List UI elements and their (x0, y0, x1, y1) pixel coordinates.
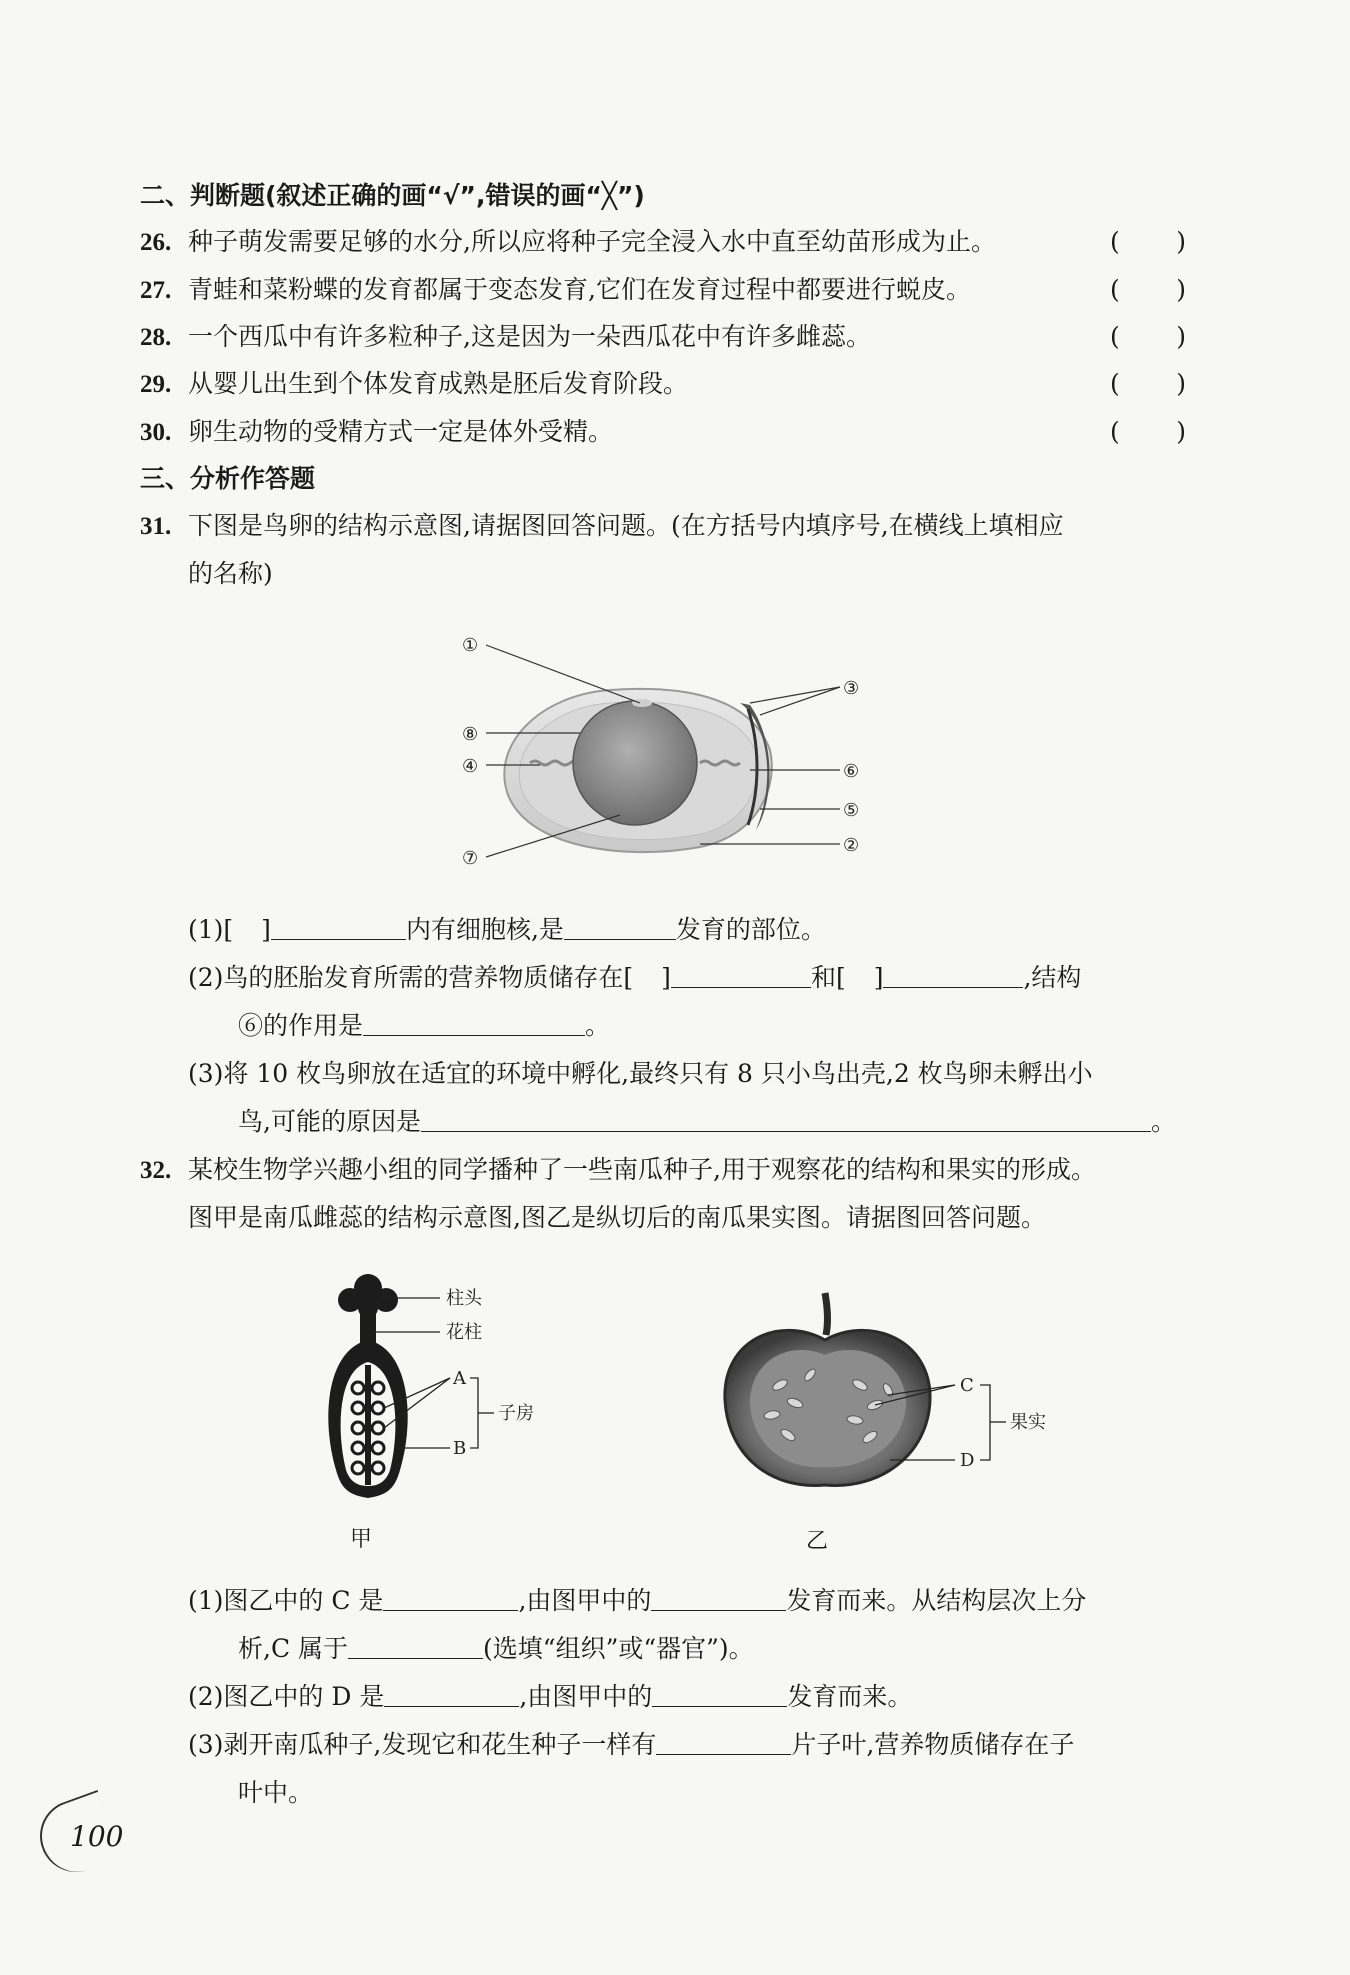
paren-open: ( (1110, 275, 1120, 304)
question-26 (140, 224, 996, 261)
question-text: 从婴儿出生到个体发育成熟是胚后发育阶段。 (188, 369, 689, 398)
paren-close: ) (1176, 417, 1186, 446)
paren-open: ( (1110, 322, 1120, 351)
bird-egg-diagram (460, 625, 880, 875)
q32-sub2 (188, 1679, 912, 1715)
q31-sub2-cont (238, 1008, 610, 1044)
pistil-diagram (310, 1270, 610, 1510)
question-28 (140, 319, 871, 356)
label-B: B (453, 1438, 467, 1459)
pumpkin-fruit-diagram (710, 1285, 1080, 1500)
egg-label-6: ⑥ (843, 761, 860, 782)
question-number: 30. (140, 419, 172, 446)
question-29 (140, 366, 688, 403)
q31-sub1 (188, 912, 826, 948)
question-number: 32. (140, 1157, 172, 1184)
paren-close: ) (1176, 369, 1186, 398)
question-32-stem-line2: 图甲是南瓜雌蕊的结构示意图,图乙是纵切后的南瓜果实图。请据图回答问题。 (188, 1203, 1046, 1232)
paren-close: ) (1176, 275, 1186, 304)
question-30 (140, 414, 613, 451)
paren-close: ) (1176, 322, 1186, 351)
sub2-tail: ,结构 (1023, 963, 1082, 992)
period: 。 (585, 1011, 611, 1040)
sub1-tail: 发育而来。从结构层次上分 (786, 1586, 1087, 1615)
sub1-text: 内有细胞核,是 (405, 915, 564, 944)
bracket-blank[interactable] (846, 962, 874, 988)
egg-label-3: ③ (843, 678, 860, 699)
section2-title: 二、判断题(叙述正确的画“√”,错误的画“╳”) (140, 181, 645, 210)
answer-blank[interactable] (421, 1105, 1151, 1132)
answer-parens-28[interactable] (1110, 319, 1186, 355)
bracket-close: ] (661, 963, 671, 992)
q32-sub3 (188, 1727, 1074, 1763)
question-text: 卵生动物的受精方式一定是体外受精。 (188, 417, 614, 446)
bracket-blank[interactable] (233, 914, 261, 940)
sub2-tail: 发育而来。 (787, 1682, 913, 1711)
answer-blank[interactable] (383, 1584, 518, 1611)
answer-blank[interactable] (348, 1632, 483, 1659)
q31-sub3-cont (238, 1104, 1176, 1140)
sub3-prefix: (3)剥开南瓜种子,发现它和花生种子一样有 (188, 1730, 657, 1759)
stigma-label: 柱头 (446, 1288, 482, 1309)
answer-parens-27[interactable] (1110, 272, 1186, 308)
paren-open: ( (1110, 227, 1120, 256)
egg-label-5: ⑤ (843, 800, 860, 821)
figure-b-caption: 乙 (806, 1529, 829, 1554)
answer-parens-29[interactable] (1110, 366, 1186, 402)
paren-open: ( (1110, 369, 1120, 398)
style-label: 花柱 (446, 1322, 482, 1343)
answer-blank[interactable] (671, 961, 811, 988)
answer-blank[interactable] (656, 1728, 791, 1755)
answer-blank[interactable] (271, 913, 406, 940)
period: 。 (1150, 1107, 1176, 1136)
answer-parens-30[interactable] (1110, 414, 1186, 450)
egg-label-2: ② (843, 835, 860, 856)
egg-label-1: ① (462, 635, 479, 656)
section3-title: 三、分析作答题 (140, 464, 316, 493)
q31-sub3: (3)将 10 枚鸟卵放在适宜的环境中孵化,最终只有 8 只小鸟出壳,2 枚鸟卵未孵出小 (188, 1059, 1093, 1088)
label-A: A (453, 1368, 466, 1389)
label-D: D (960, 1450, 975, 1471)
sub3-tail: 片子叶,营养物质储存在子 (791, 1730, 1075, 1759)
sub1-mid: ,由图甲中的 (518, 1586, 652, 1615)
question-31-stem-line1 (140, 508, 1064, 545)
answer-blank[interactable] (652, 1680, 787, 1707)
q31-sub2 (188, 960, 1081, 996)
ovary-label: 子房 (498, 1403, 534, 1424)
question-27 (140, 272, 971, 309)
sub2-mid: ,由图甲中的 (519, 1682, 653, 1711)
question-32-stem-line1 (140, 1152, 1096, 1189)
sub2-structure6: ⑥的作用是 (238, 1011, 364, 1040)
sub2-prefix: (2)鸟的胚胎发育所需的营养物质储存在[ (188, 963, 634, 992)
paren-close: ) (1176, 227, 1186, 256)
sub2-prefix: (2)图乙中的 D 是 (188, 1682, 385, 1711)
egg-label-4: ④ (462, 756, 479, 777)
fruit-label: 果实 (1010, 1412, 1046, 1433)
answer-blank[interactable] (651, 1584, 786, 1611)
q32-sub3-cont: 叶中。 (238, 1778, 314, 1807)
answer-blank[interactable] (883, 961, 1023, 988)
germinal-disc (632, 699, 652, 707)
label-C: C (960, 1375, 974, 1396)
answer-parens-26[interactable] (1110, 224, 1186, 260)
page-number: 100 (70, 1820, 124, 1853)
sub1-text-end: 发育的部位。 (675, 915, 826, 944)
question-text: 青蛙和菜粉蝶的发育都属于变态发育,它们在发育过程中都要进行蜕皮。 (188, 275, 971, 304)
sub3-text: 鸟,可能的原因是 (238, 1107, 421, 1136)
question-31-stem-line2: 的名称) (188, 559, 273, 588)
question-text: 某校生物学兴趣小组的同学播种了一些南瓜种子,用于观察花的结构和果实的形成。 (188, 1155, 1096, 1184)
yolk (573, 701, 697, 825)
egg-label-8: ⑧ (462, 724, 479, 745)
answer-blank[interactable] (384, 1680, 519, 1707)
bracket-close: ] (261, 915, 271, 944)
sub1-prefix: (1)[ (188, 915, 234, 944)
egg-label-7: ⑦ (462, 848, 479, 869)
answer-blank[interactable] (564, 913, 676, 940)
question-text: 一个西瓜中有许多粒种子,这是因为一朵西瓜花中有许多雌蕊。 (188, 322, 871, 351)
question-number: 29. (140, 371, 172, 398)
sub1-choice: (选填“组织”或“器官”)。 (483, 1634, 754, 1663)
question-number: 31. (140, 513, 172, 540)
question-number: 26. (140, 229, 172, 256)
bracket-blank[interactable] (633, 962, 661, 988)
bracket-close: ] (873, 963, 884, 992)
sub1-cont-text: 析,C 属于 (238, 1634, 349, 1663)
question-text: 种子萌发需要足够的水分,所以应将种子完全浸入水中直至幼苗形成为止。 (188, 227, 996, 256)
question-number: 28. (140, 324, 172, 351)
paren-open: ( (1110, 417, 1120, 446)
sub2-and: 和[ (810, 963, 846, 992)
sub1-prefix: (1)图乙中的 C 是 (188, 1586, 384, 1615)
question-text: 下图是鸟卵的结构示意图,请据图回答问题。(在方括号内填序号,在横线上填相应 (188, 511, 1064, 540)
q32-sub1 (188, 1583, 1086, 1619)
answer-blank[interactable] (363, 1009, 585, 1036)
question-number: 27. (140, 277, 172, 304)
q32-sub1-cont (238, 1631, 754, 1667)
figure-a-caption: 甲 (350, 1527, 373, 1552)
